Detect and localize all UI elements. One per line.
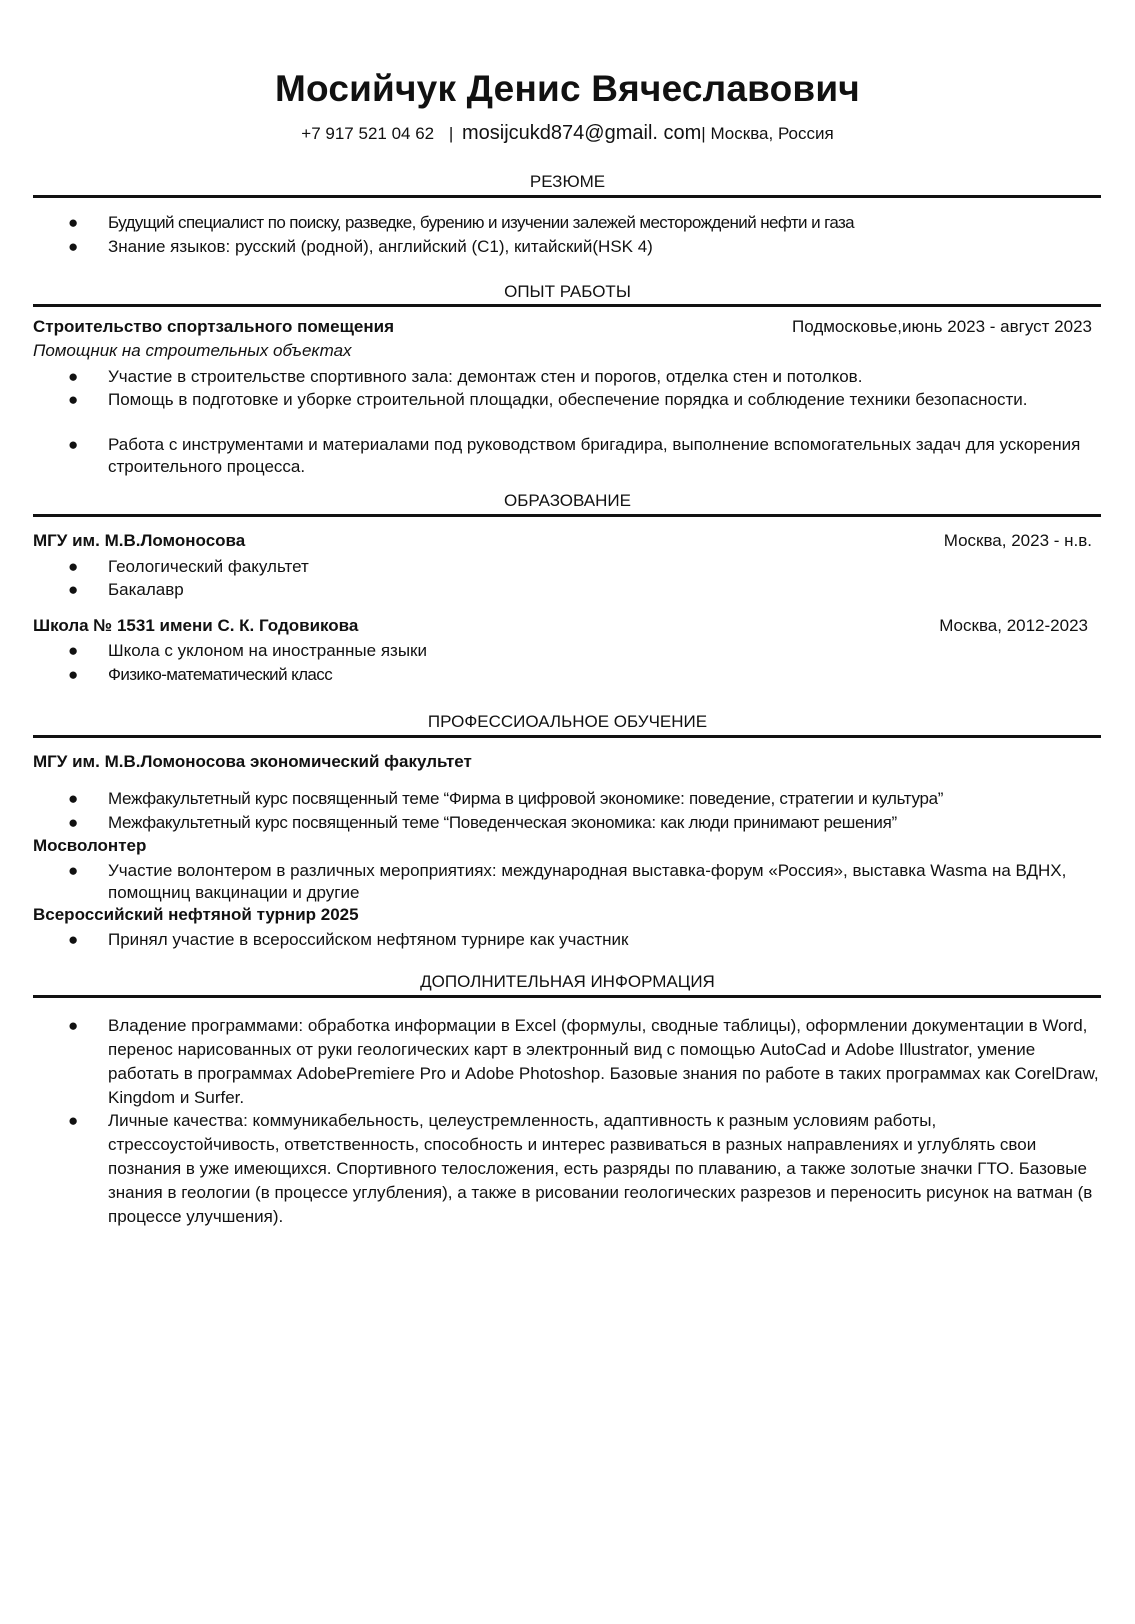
education-place-date: Москва, 2023 - н.в. [943,531,1092,550]
phone: +7 917 521 04 62 [301,124,435,143]
bullet-icon: ● [68,665,78,684]
bullet-icon: ● [68,813,79,832]
section-title-training: ПРОФЕССИОАЛЬНОЕ ОБУЧЕНИЕ [427,712,708,731]
bullet-icon: ● [68,1016,79,1035]
email: mosijcukd874@gmail. com [462,122,702,144]
separator: | [701,124,706,143]
section-title-resume: РЕЗЮМЕ [529,172,606,191]
separator: | [448,124,454,143]
section-divider [33,995,1101,998]
bullet-icon: ● [68,789,79,808]
section-divider [33,304,1101,307]
section-title-additional: ДОПОЛНИТЕЛЬНАЯ ИНФОРМАЦИЯ [420,972,715,991]
bullet-icon: ● [68,1111,79,1130]
experience-org: Строительство спортзального помещения [33,317,395,336]
candidate-name: Мосийчук Денис Вячеславович [275,68,860,109]
section-title-experience: ОПЫТ РАБОТЫ [504,282,631,301]
bullet-icon: ● [68,213,78,232]
training-org: Всероссийский нефтяной турнир 2025 [33,905,359,924]
bullet-icon: ● [68,861,79,880]
education-place-date: Москва, 2012-2023 [939,616,1088,635]
training-org: МГУ им. М.В.Ломоносова экономический факультет [33,752,472,771]
bullet-icon: ● [68,930,79,949]
bullet-icon: ● [68,580,79,599]
bullet-icon: ● [68,557,79,576]
section-title-education: ОБРАЗОВАНИЕ [504,491,631,510]
contact-line [0,122,1135,145]
bullet-icon: ● [68,237,79,256]
resume-page: Мосийчук Денис Вячеславович +7 917 521 04 62 | mosijcukd874@gmail. com| Москва, Россия РЕЗЮМЕ ● Будущий специалист по поиску, разведке, бурению и изучении залежей месторождений нефти и газа ● Знание языков: русский (родной), английский (С1), китайский(HSK 4) ОПЫТ РАБОТЫ Строительство спортзального помещения Подмосковье,июнь 2023 - август 2023 Помощник на строительных объектах ● Участие в строительстве спортивного зала: демонтаж стен и порогов, отделка стен и потолков. ● Помощь в подготовке и уборке строительной площадки, обеспечение порядка и соблюдение техники безопасности. ● Работа с инструментами и материалами под руководством бригадира, выполнение вспомогательных задач для ускорения строительного процесса. ОБРАЗОВАНИЕ МГУ им. М.В.Ломоносова Москва, 2023 - н.в. ● Геологический факультет ● Бакалавр Школа № 1531 имени С. К. Годовикова Москва, 2012-2023 ● Школа с уклоном на иностранные языки ● Физико-математический класс ПРОФЕССИОАЛЬНОЕ ОБУЧЕНИЕ МГУ им. М.В.Ломоносова экономический факультет ● Межфакультетный курс посвященный теме “Фирма в цифровой экономике: поведение, стратегии и культура” ● Межфакультетный курс посвященный теме “Поведенческая экономика: как люди принимают решения” Мосволонтер ● Участие волонтером в различных мероприятиях: международная выставка-форум «Россия», выставка Wasma на ВДНХ, помощниц вакцинации и другие Всероссийский нефтяной турнир 2025 ● Принял участие в всероссийском нефтяном турнире как участник ДОПОЛНИТЕЛЬНАЯ ИНФОРМАЦИЯ ● Владение программами: обработка информации в Excel (формулы, сводные таблицы), оформлении документации в Word, перенос нарисованных от руки геологических карт в электронный вид с помощью AutoCad и Adobe Illustrator, умение работать в программах AdobePremiere Pro и Adobe Photoshop. Базовые знания по работе в таких программах как CorelDraw, Kingdom и Surfer. ● Личные качества: коммуникабельность, целеустремленность, адаптивность к разным условиям работы, стрессоустойчивость, ответственность, способность и интерес развиваться в разных направлениях и углублять свои познания в уже имеющихся. Спортивного телосложения, есть разряды по плаванию, а также золотые значки ГТО. Базовые знания в геологии (в процессе углубления), а также в рисовании геологических разрезов и переносить рисунок на ватман (в процессе улучшения). [0,0,1135,1624]
location: Москва, Россия [710,124,834,143]
bullet-icon: ● [68,390,79,409]
experience-role: Помощник на строительных объектах [33,341,352,360]
section-divider [33,514,1101,517]
bullet-icon: ● [68,367,79,386]
section-divider [33,195,1101,198]
bullet-icon: ● [68,435,79,454]
education-org: Школа № 1531 имени С. К. Годовикова [33,616,359,635]
section-divider [33,735,1101,738]
bullet-icon: ● [68,641,79,660]
training-org: Мосволонтер [33,836,147,855]
education-org: МГУ им. М.В.Ломоносова [33,531,246,550]
experience-place-date: Подмосковье,июнь 2023 - август 2023 [792,317,1092,336]
